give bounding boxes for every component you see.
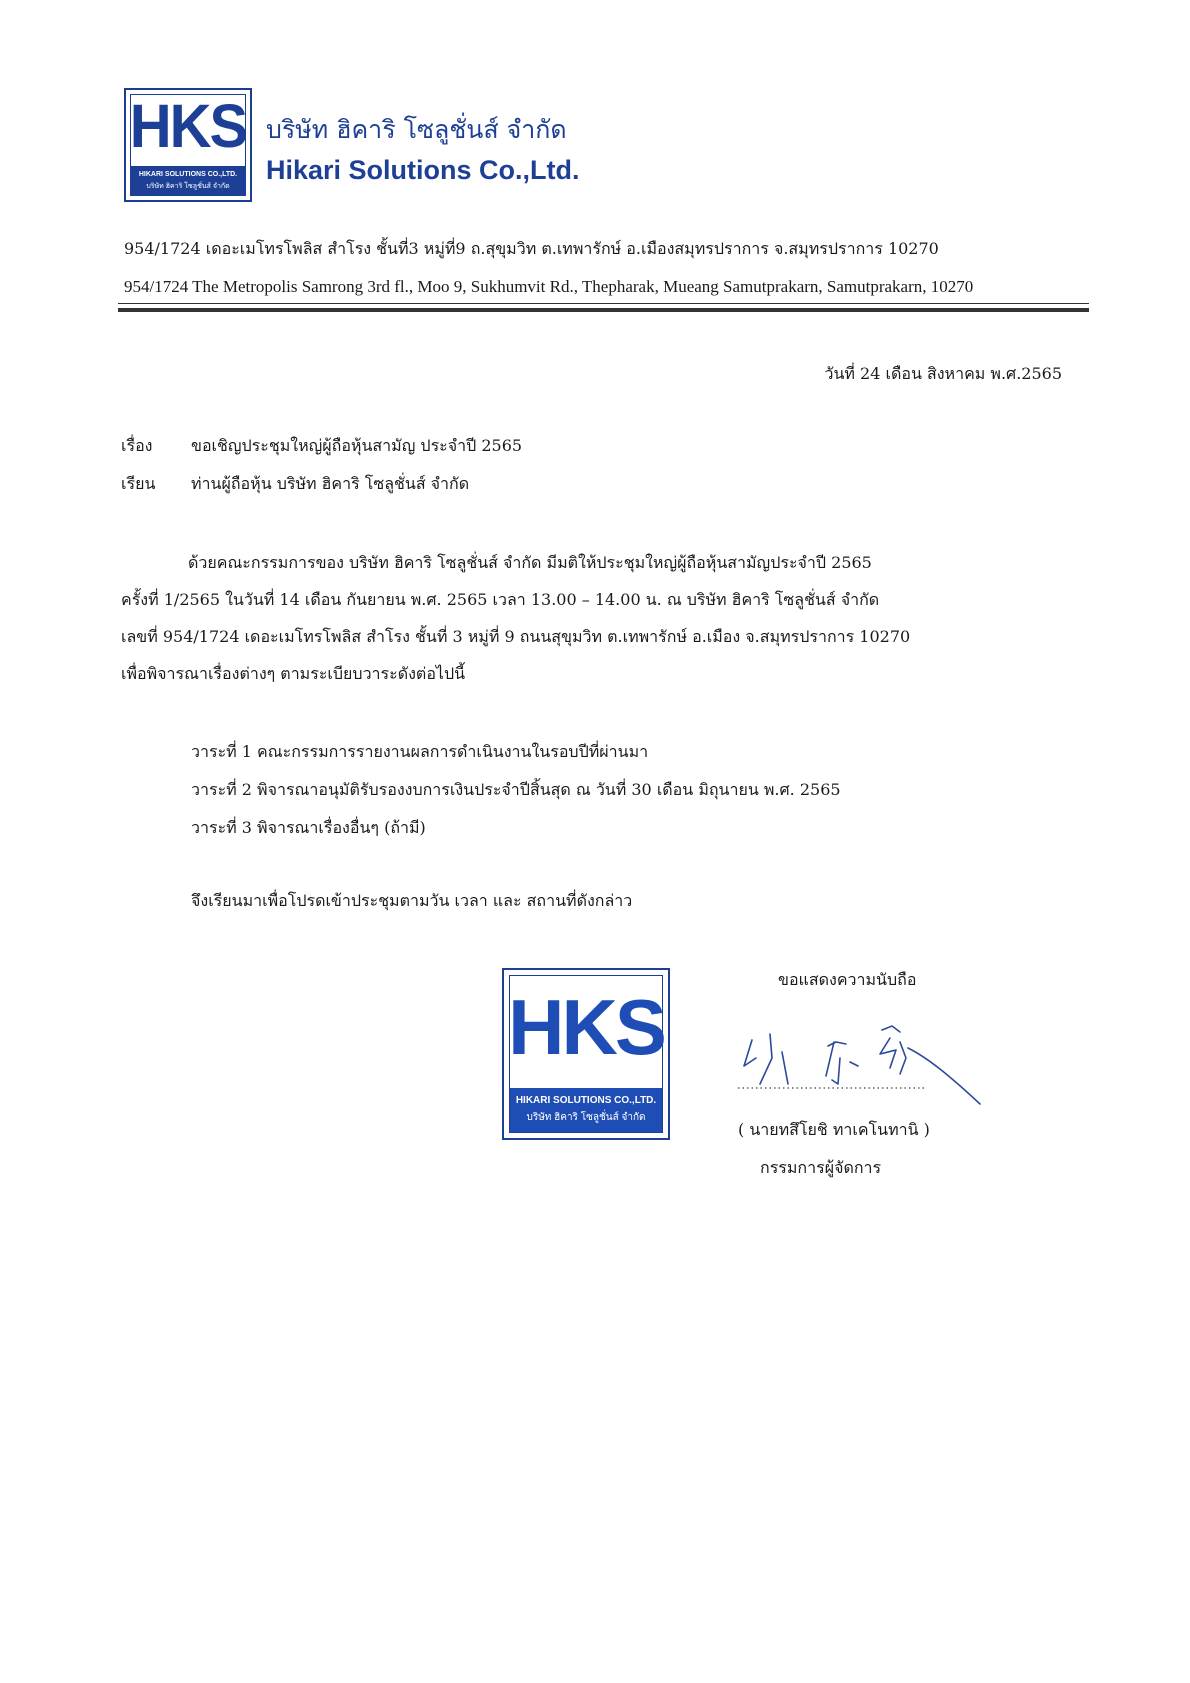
company-name-th: บริษัท ฮิคาริ โซลูชั่นส์ จำกัด <box>266 115 567 144</box>
company-stamp <box>502 968 670 1140</box>
stamp-band-th: บริษัท ฮิคาริ โซลูชั่นส์ จำกัด <box>526 1112 646 1123</box>
logo-band-th: บริษัท ฮิคาริ โซลูชั่นส์ จำกัด <box>146 183 230 190</box>
stamp-letters: HKS <box>508 983 664 1071</box>
subject-text: ขอเชิญประชุมใหญ่ผู้ถือหุ้นสามัญ ประจำปี 2565 <box>191 436 523 455</box>
logo-band-en: HIKARI SOLUTIONS CO.,LTD. <box>138 171 238 178</box>
recipient-text: ท่านผู้ถือหุ้น บริษัท ฮิคาริ โซลูชั่นส์ จำกัด <box>191 474 470 493</box>
stamp-band-en: HIKARI SOLUTIONS CO.,LTD. <box>515 1095 657 1106</box>
body-line: เลขที่ 954/1724 เดอะเมโทรโพลิส สำโรง ชั้นที่ 3 หมู่ที่ 9 ถนนสุขุมวิท ต.เทพารักษ์ อ.เมือง จ.สมุทรปราการ 10270 <box>121 627 911 646</box>
agenda-item: วาระที่ 1 คณะกรรมการรายงานผลการดำเนินงานในรอบปีที่ผ่านมา <box>191 742 649 761</box>
regards-text: ขอแสดงความนับถือ <box>778 970 917 989</box>
body-line: ครั้งที่ 1/2565 ในวันที่ 14 เดือน กันยายน พ.ศ. 2565 เวลา 13.00 – 14.00 น. ณ บริษัท ฮิคาริ โซลูชั่นส์ จำกัด <box>121 590 880 609</box>
company-logo <box>124 88 252 202</box>
header-rule-thin <box>118 303 1089 304</box>
agenda-item: วาระที่ 3 พิจารณาเรื่องอื่นๆ (ถ้ามี) <box>191 818 426 837</box>
address-th: 954/1724 เดอะเมโทรโพลิส สำโรง ชั้นที่3 หมู่ที่9 ถ.สุขุมวิท ต.เทพารักษ์ อ.เมืองสมุทรปราการ จ.สมุทรปราการ 10270 <box>124 239 939 258</box>
header-rule-thick <box>118 308 1089 312</box>
address-en: 954/1724 The Metropolis Samrong 3rd fl., Moo 9, Sukhumvit Rd., Thepharak, Mueang Samutprakarn, Samutprakarn, 10270 <box>124 277 974 296</box>
logo-band <box>130 166 246 196</box>
letter-date: วันที่ 24 เดือน สิงหาคม พ.ศ.2565 <box>824 364 1062 383</box>
signatory-title: กรรมการผู้จัดการ <box>760 1158 882 1177</box>
body-line: ด้วยคณะกรรมการของ บริษัท ฮิคาริ โซลูชั่นส์ จำกัด มีมติให้ประชุมใหญ่ผู้ถือหุ้นสามัญประจำปี 2565 <box>188 553 872 572</box>
company-name-en: Hikari Solutions Co.,Ltd. <box>266 155 580 185</box>
agenda-item: วาระที่ 2 พิจารณาอนุมัติรับรองงบการเงินประจำปีสิ้นสุด ณ วันที่ 30 เดือน มิถุนายน พ.ศ. 2565 <box>191 780 841 799</box>
logo-letters: HKS <box>129 92 247 161</box>
body-line: เพื่อพิจารณาเรื่องต่างๆ ตามระเบียบวาระดังต่อไปนี้ <box>121 664 466 683</box>
signatory-name: ( นายทสึโยชิ ทาเคโนทานิ ) <box>738 1120 930 1139</box>
closing-text: จึงเรียนมาเพื่อโปรดเข้าประชุมตามวัน เวลา และ สถานที่ดังกล่าว <box>191 891 633 910</box>
subject-label: เรื่อง <box>121 436 153 455</box>
handwritten-signature <box>730 1018 1010 1118</box>
stamp-band <box>510 1088 662 1132</box>
recipient-label: เรียน <box>121 474 156 493</box>
